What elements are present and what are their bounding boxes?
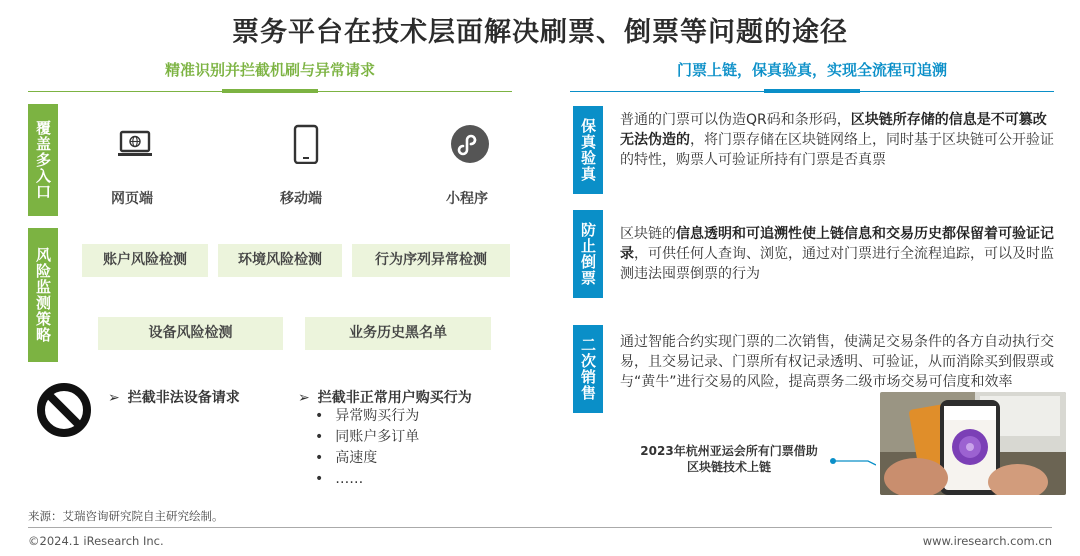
risk-chip-account: 账户风险检测 xyxy=(82,244,208,277)
website: www.iresearch.com.cn xyxy=(922,534,1052,548)
left-section-heading: 精准识别并拦截机刷与异常请求 xyxy=(164,61,375,79)
miniprogram-icon xyxy=(450,124,490,164)
right-heading-accent xyxy=(764,89,860,93)
left-heading-accent xyxy=(222,89,318,93)
list-item: • …… xyxy=(315,471,364,487)
risk-strategy-label: 风险监测策略 xyxy=(28,228,58,362)
risk-chip-behavior: 行为序列异常检测 xyxy=(352,244,510,277)
authenticity-label: 保真验真 xyxy=(573,106,603,194)
coverage-label: 覆盖多入口 xyxy=(28,104,58,216)
footer-divider xyxy=(28,527,1052,528)
resale-label: 二次销售 xyxy=(573,325,603,413)
intercept-item-user-text: 拦截非正常用户购买行为 xyxy=(317,390,472,406)
anti-scalping-text: 区块链的信息透明和可追溯性使上链信息和交易历史都保留着可验证记录，可供任何人查询、浏览，通过对门票进行全流程追踪，可以及时监测违法囤票倒票的行为 xyxy=(620,226,1054,282)
risk-chip-blacklist: 业务历史黑名单 xyxy=(305,317,491,350)
authenticity-text: 普通的门票可以伪造QR码和条形码，区块链所存储的信息是不可篡改无法伪造的，将门票存储在区块链网络上，同时基于区块链可公开验证的特性，购票人可验证所持有门票是否真票 xyxy=(620,112,1054,168)
risk-chip-environment: 环境风险检测 xyxy=(218,244,342,277)
coverage-item-mobile: 移动端 xyxy=(280,191,322,207)
phone-icon xyxy=(286,124,326,164)
coverage-item-miniprogram: 小程序 xyxy=(446,191,488,207)
prohibited-icon xyxy=(36,382,92,438)
intercept-item-device-text: 拦截非法设备请求 xyxy=(127,390,240,406)
caption-connector xyxy=(828,452,876,464)
anti-scalping-label: 防止倒票 xyxy=(573,210,603,298)
resale-text: 通过智能合约实现门票的二次销售，使满足交易条件的各方自动执行交易，且交易记录、门票所有权记录透明、可验证，从而消除买到假票或与“黄牛”进行交易的风险，提高票务二级市场交易可信度和效率 xyxy=(620,334,1054,390)
intercept-item-user: ➢ 拦截非正常用户购买行为 xyxy=(298,390,472,406)
right-section-heading: 门票上链，保真验真，实现全流程可追溯 xyxy=(676,61,947,79)
ticket-photo xyxy=(880,392,1066,495)
risk-chip-device: 设备风险检测 xyxy=(98,317,283,350)
list-item: • 高速度 xyxy=(315,450,378,466)
intercept-item-device: ➢ 拦截非法设备请求 xyxy=(108,390,240,406)
list-item: • 同账户多订单 xyxy=(315,429,420,445)
intercept-subitems xyxy=(315,406,419,490)
page-title: 票务平台在技术层面解决刷票、倒票等问题的途径 xyxy=(232,17,848,48)
list-item: • 异常购买行为 xyxy=(315,408,420,424)
source-note: 来源：艾瑞咨询研究院自主研究绘制。 xyxy=(28,509,224,523)
coverage-item-web: 网页端 xyxy=(111,191,153,207)
copyright: ©2024.1 iResearch Inc. xyxy=(28,534,164,548)
monitor-icon xyxy=(115,124,155,164)
photo-caption: 2023年杭州亚运会所有门票借助 区块链技术上链 xyxy=(640,444,818,474)
